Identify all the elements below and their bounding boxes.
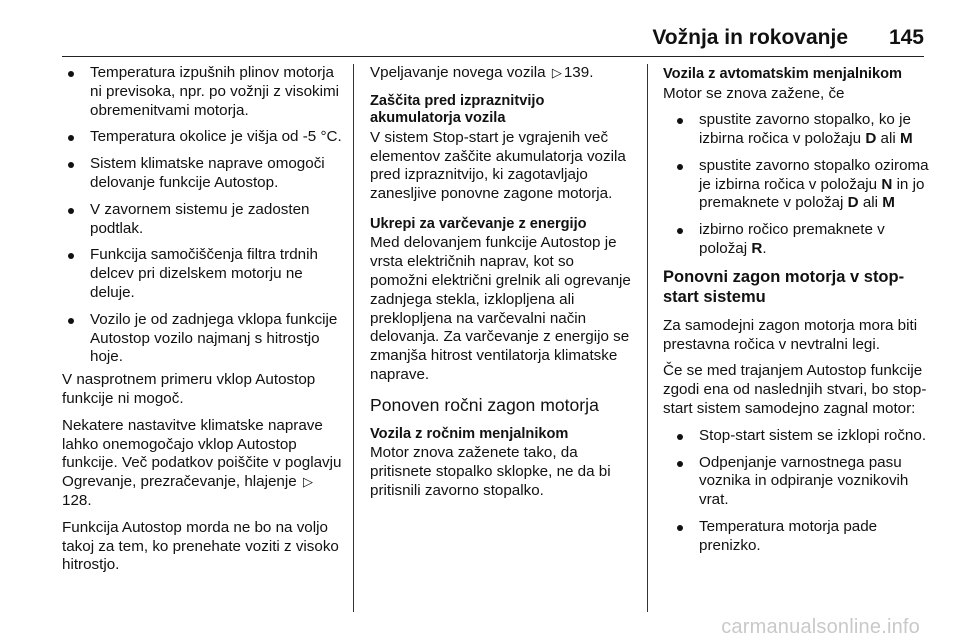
page-title: Vožnja in rokovanje <box>652 26 848 49</box>
bullet-icon <box>677 164 683 170</box>
paragraph: V nasprotnem primeru vklop Autostop funkcije ni mogoč. <box>62 371 316 407</box>
subheading: Vozila z ročnim menjalnikom <box>370 425 569 442</box>
condition-list <box>62 64 344 367</box>
bullet-icon <box>677 228 683 234</box>
list-item: Vozilo je od zadnjega vklopa funkcije Autostop vozilo najmanj s hitrostjo hoje. <box>62 311 344 367</box>
list-item: Stop-start sistem se izklopi ročno. <box>671 427 929 446</box>
page-reference-icon: ▷ <box>302 474 313 490</box>
autostart-list <box>671 427 929 556</box>
paragraph: Motor se znova zažene, če <box>663 84 845 102</box>
page-reference-link[interactable]: 139. <box>563 64 594 81</box>
list-item: Temperatura izpušnih plinov motorja ni previsoka, npr. po vožnji z visokimi obremenitvami motorja. <box>62 64 344 120</box>
list-item: V zavornem sistemu je zadosten podtlak. <box>62 201 344 239</box>
list-item: spustite zavorno stopalko oziroma je izbirna ročica v položaju N in jo premaknete v položaj D ali M <box>671 157 929 213</box>
subheading: Vozila z avtomatskim menjalnikom <box>663 66 902 82</box>
column-2 <box>370 64 634 509</box>
bullet-icon <box>68 71 74 77</box>
paragraph: Vpeljavanje novega vozila ▷ 139. <box>370 64 594 81</box>
list-item: Temperatura motorja pade prenizko. <box>671 518 929 556</box>
bullet-icon <box>68 253 74 259</box>
bullet-icon <box>677 461 683 467</box>
bullet-icon <box>68 208 74 214</box>
section-heading: Ponoven ročni zagon motorja <box>370 394 599 415</box>
restart-list <box>671 111 929 259</box>
paragraph: V sistem Stop-start je vgrajenih več elementov zaščite akumulatorja vozila pred izpraznitvijo, ki zagotavljajo zanesljive ponovne zagone motorja. <box>370 128 626 203</box>
header-divider <box>62 56 924 57</box>
page-header <box>0 0 960 60</box>
bullet-icon <box>68 162 74 168</box>
paragraph: Za samodejni zagon motorja mora biti prestavna ročica v nevtralni legi. <box>663 316 918 353</box>
paragraph: Nekatere nastavitve klimatske naprave lahko onemogočajo vklop Autostop funkcije. Več podatkov poiščite v poglavju Ogrevanje, prezračevanje, hlajenje ▷128. <box>62 416 342 509</box>
page-reference-link[interactable]: 128. <box>62 491 92 509</box>
list-item: Funkcija samočiščenja filtra trdnih delcev pri dizelskem motorju ne deluje. <box>62 246 344 302</box>
bullet-icon <box>677 525 683 531</box>
list-item: Temperatura okolice je višja od -5 °C. <box>62 128 344 147</box>
list-item: izbirno ročico premaknete v položaj R. <box>671 221 929 259</box>
list-item: Odpenjanje varnostnega pasu voznika in odpiranje voznikovih vrat. <box>671 454 929 510</box>
bullet-icon <box>677 434 683 440</box>
bullet-icon <box>68 135 74 141</box>
watermark: carmanualsonline.info <box>721 616 920 638</box>
column-divider-1 <box>353 64 354 612</box>
paragraph: Če se med trajanjem Autostop funkcije zgodi ena od naslednjih stvari, bo stop-start sistem samodejno zagnal motor: <box>663 362 927 418</box>
list-item: Sistem klimatske naprave omogoči delovanje funkcije Autostop. <box>62 155 344 193</box>
paragraph: Med delovanjem funkcije Autostop je vrsta električnih naprav, kot so pomožni električni grelnik ali ogrevanje zadnjega stekla, izklopljena ali preklopljena na varčevalni način delovanja. Za varčevanje z energijo se zmanjša hitrost ventilatorja klimatske naprave. <box>370 234 631 384</box>
list-item: spustite zavorno stopalko, ko je izbirna ročica v položaju D ali M <box>671 111 929 149</box>
paragraph: Motor znova zaženete tako, da pritisnete stopalko sklopke, ne da bi pritisnili zavorno stopalko. <box>370 444 611 499</box>
bullet-icon <box>68 318 74 324</box>
page-number: 145 <box>888 26 924 49</box>
column-divider-2 <box>647 64 648 612</box>
bullet-icon <box>677 118 683 124</box>
subheading: Ukrepi za varčevanje z energijo <box>370 215 587 232</box>
subheading: Zaščita pred izpraznitvijo akumulatorja vozila <box>370 92 545 127</box>
column-3 <box>663 64 929 564</box>
column-1 <box>62 64 344 583</box>
page-reference-icon: ▷ <box>551 65 562 80</box>
paragraph: Funkcija Autostop morda ne bo na voljo takoj za tem, ko prenehate voziti z visoko hitrostjo. <box>62 518 339 574</box>
section-heading: Ponovni zagon motorja v stop-start sistemu <box>663 267 905 306</box>
